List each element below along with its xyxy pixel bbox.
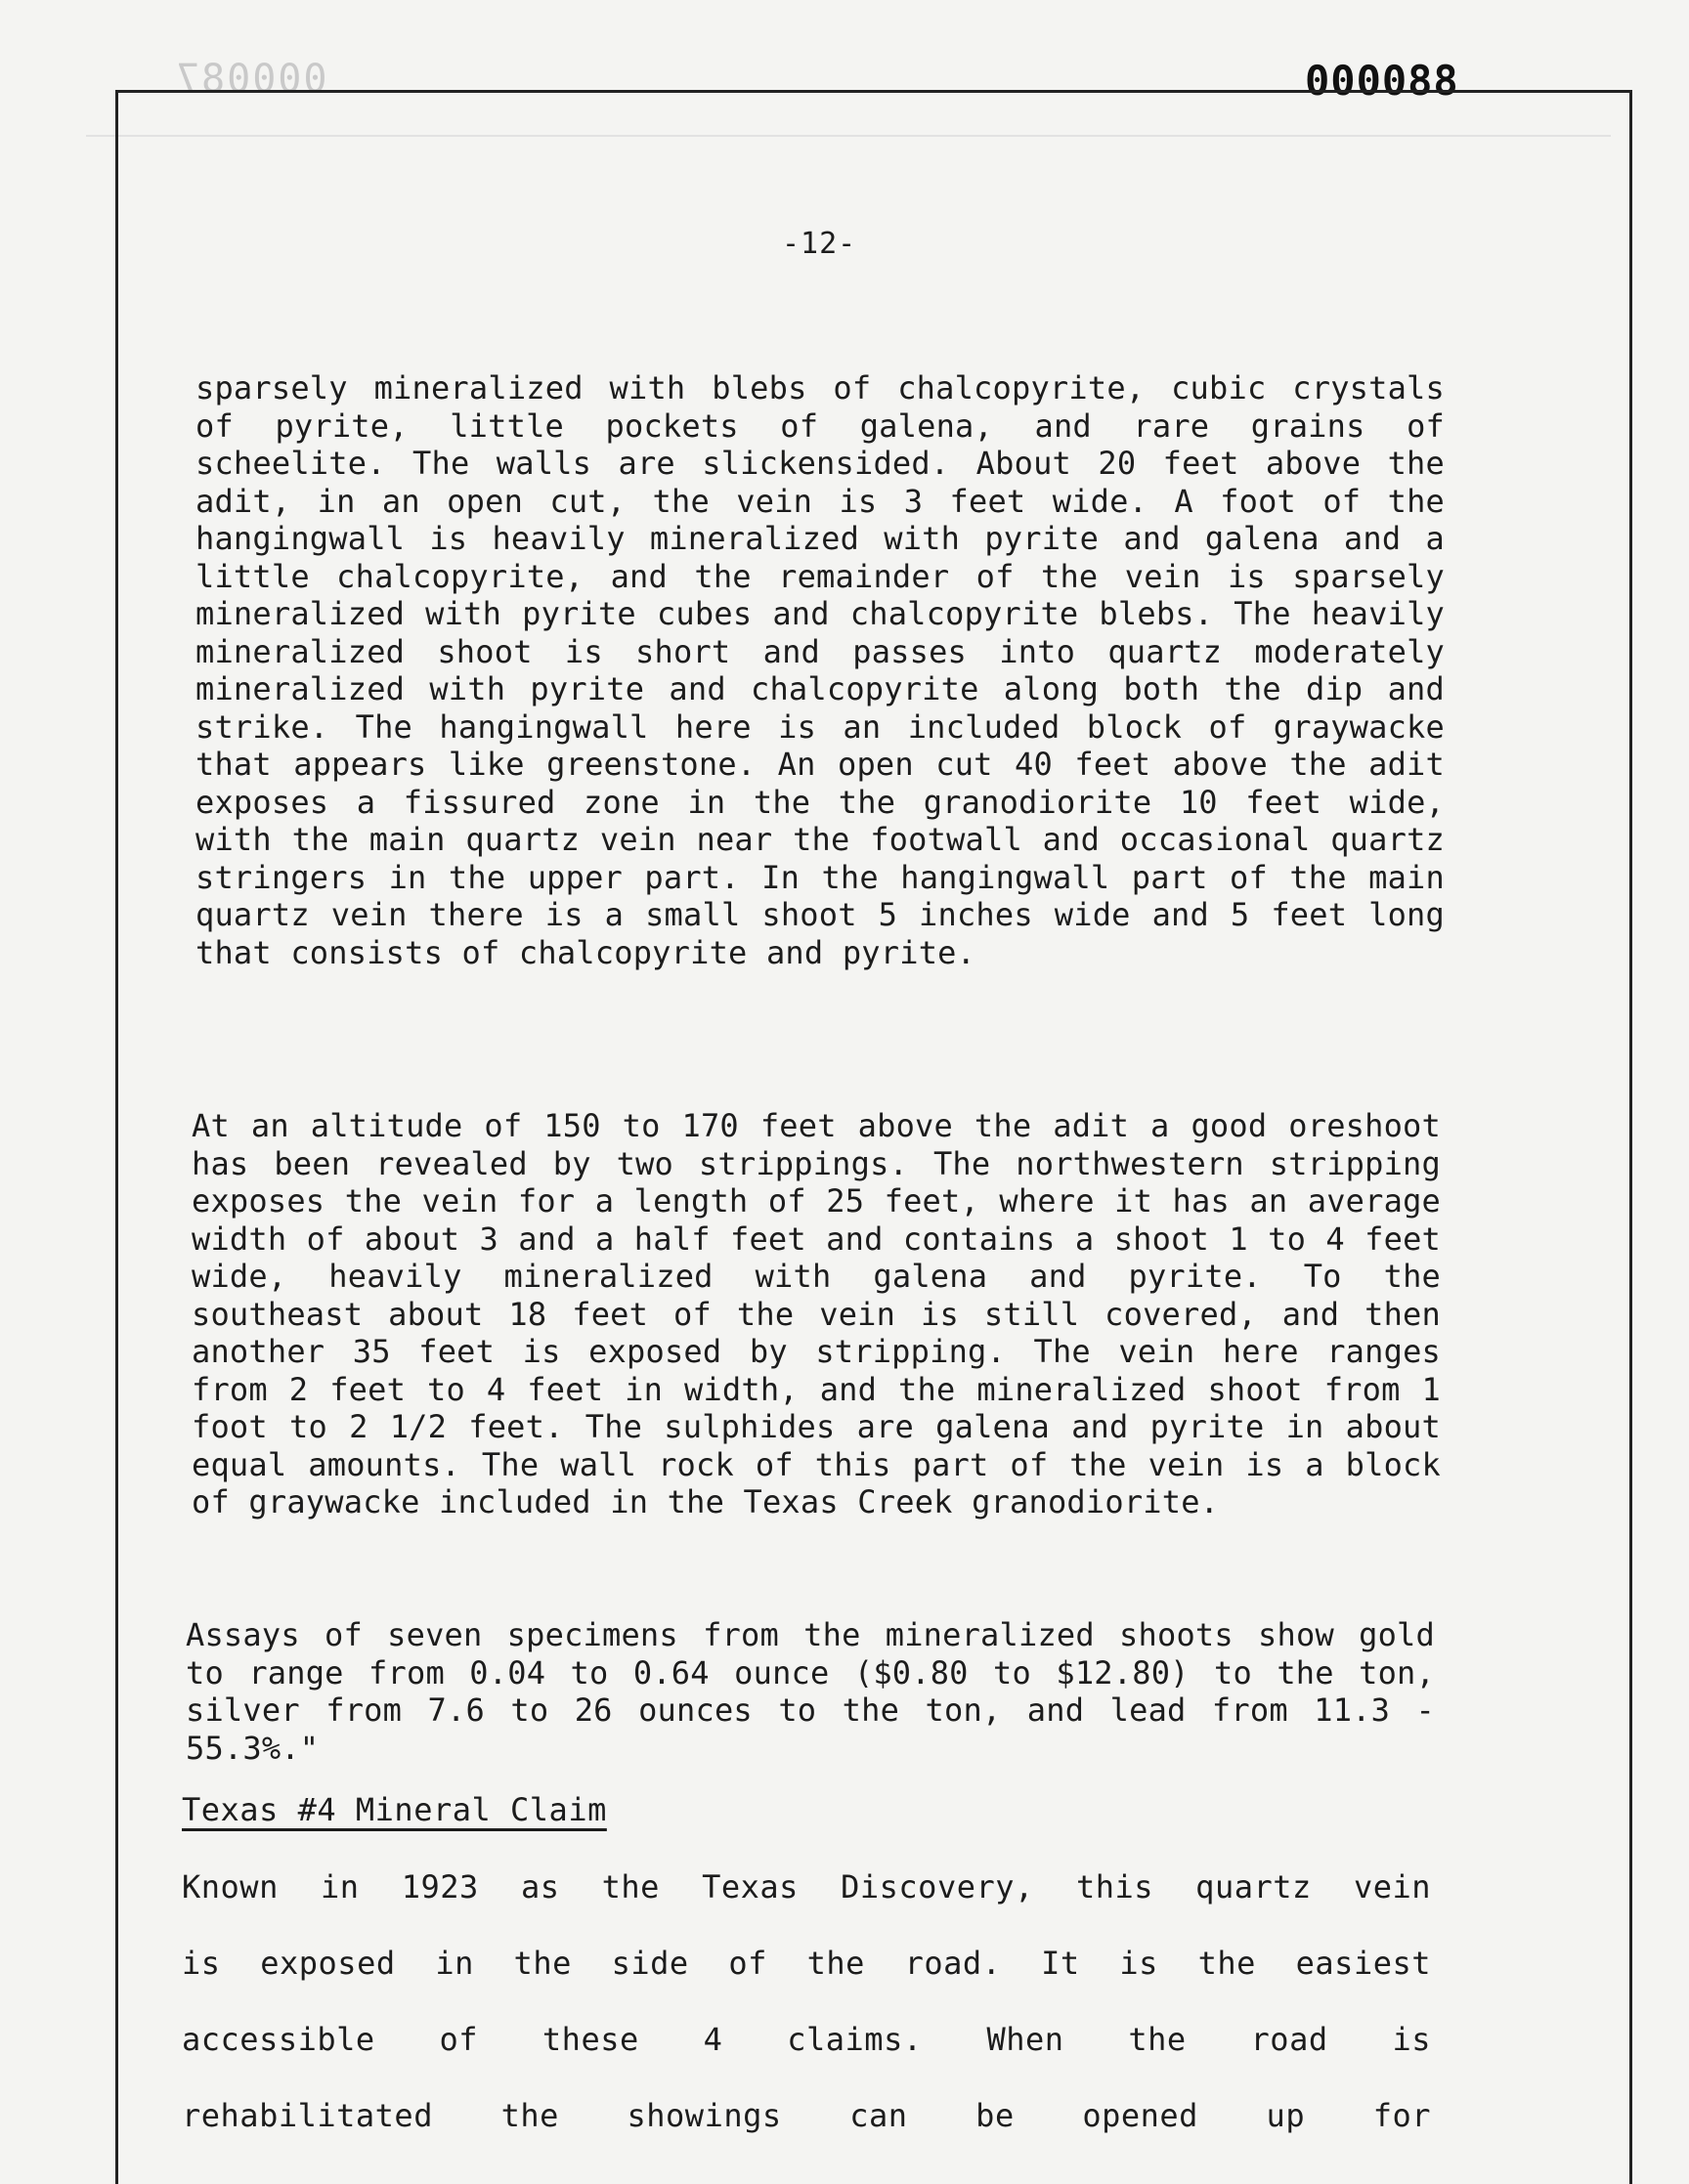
section-line-3: accessible of these 4 claims. When the road is xyxy=(182,2021,1431,2058)
paragraph-2: At an altitude of 150 to 170 feet above the adit a good oreshoot has been revealed by two strippings. The northwestern stripping exposes the vein for a length of 25 feet, where it has an average width of about 3 and a half feet and contains a shoot 1 to 4 feet wide, heavily mineralized with galena and pyrite. To the southeast about 18 feet of the vein is still covered, and then another 35 feet is exposed by stripping. The vein here ranges from 2 feet to 4 feet in width, and the mineralized shoot from 1 foot to 2 1/2 feet. The sulphides are galena and pyrite in about equal amounts. The wall rock of this part of the vein is a block of graywacke included in the Texas Creek granodiorite. xyxy=(192,1107,1441,1520)
document-number: 000088 xyxy=(1305,57,1459,105)
section-line-4: rehabilitated the showings can be opened up for xyxy=(182,2097,1431,2134)
section-line-1: Known in 1923 as the Texas Discovery, this quartz vein xyxy=(182,1868,1431,1906)
paragraph-3: Assays of seven specimens from the mineralized shoots show gold to range from 0.04 to 0.64 ounce ($0.80 to $12.80) to the ton, silver from 7.6 to 26 ounces to the ton, and lead from 11.3 - 55.3%." xyxy=(186,1616,1435,1767)
page-number: -12- xyxy=(782,227,857,261)
ghost-document-number: 000087 xyxy=(174,57,327,102)
section-heading: Texas #4 Mineral Claim xyxy=(182,1791,607,1828)
section-line-2: is exposed in the side of the road. It is the easiest xyxy=(182,1945,1431,1982)
paragraph-1: sparsely mineralized with blebs of chalcopyrite, cubic crystals of pyrite, little pockets of galena, and rare grains of scheelite. The walls are slickensided. About 20 feet above the adit, in an open cut, the vein is 3 feet wide. A foot of the hangingwall is heavily mineralized with pyrite and galena and a little chalcopyrite, and the remainder of the vein is sparsely mineralized with pyrite cubes and chalcopyrite blebs. The heavily mineralized shoot is short and passes into quartz moderately mineralized with pyrite and chalcopyrite along both the dip and strike. The hangingwall here is an included block of graywacke that appears like greenstone. An open cut 40 feet above the adit exposes a fissured zone in the the granodiorite 10 feet wide, with the main quartz vein near the footwall and occasional quartz stringers in the upper part. In the hangingwall part of the main quartz vein there is a small shoot 5 inches wide and 5 feet long that consists of chalcopyrite and pyrite. xyxy=(195,369,1445,971)
